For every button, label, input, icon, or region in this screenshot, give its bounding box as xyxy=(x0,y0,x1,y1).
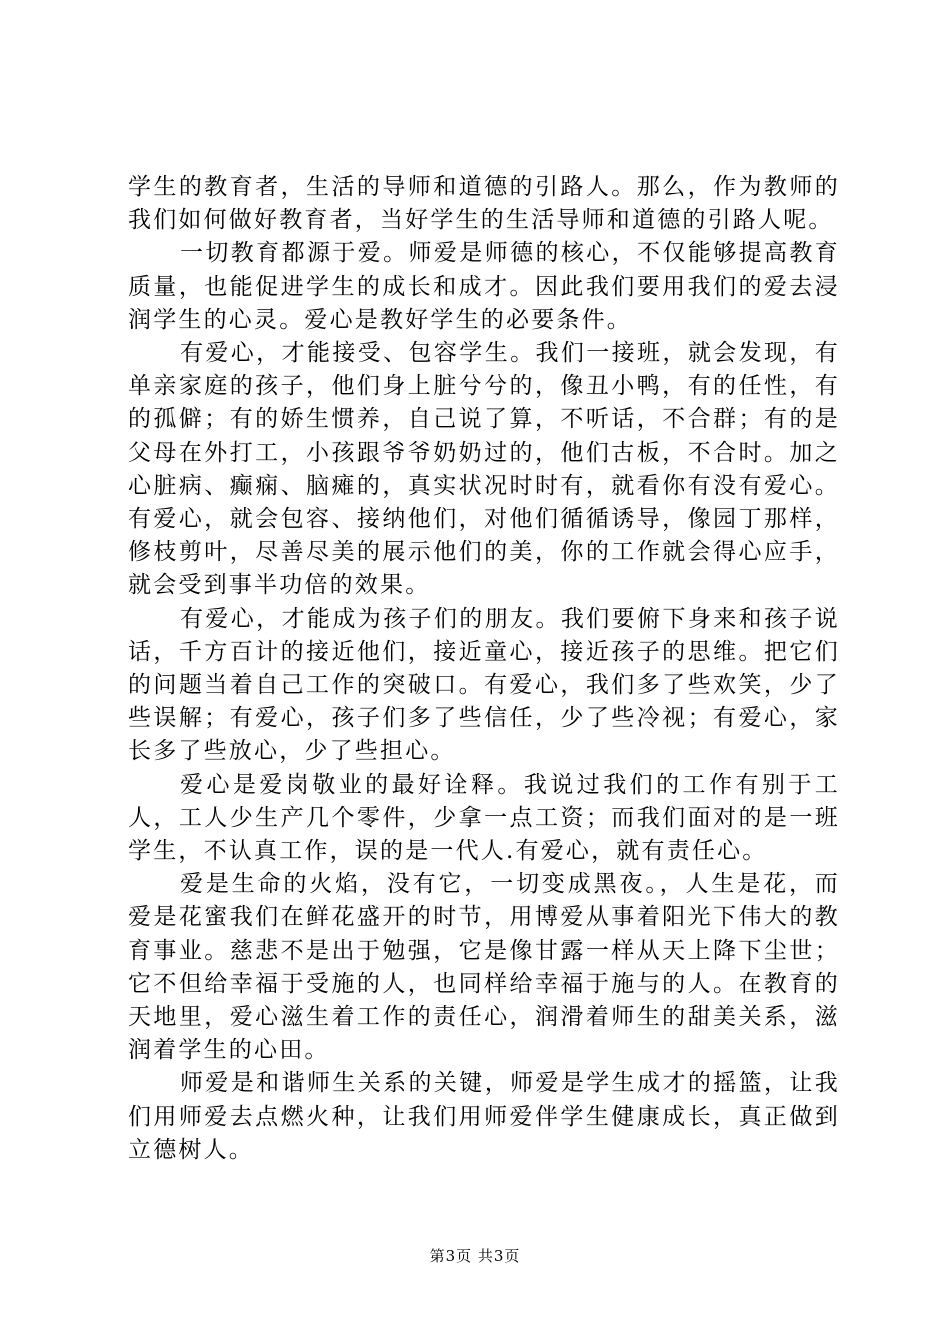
page-number-label: 第3页 共3页 xyxy=(429,1247,521,1265)
paragraph-love-origin: 一切教育都源于爱。师爱是师德的核心，不仅能够提高教育质量，也能促进学生的成长和成才。因此我们要用我们的爱去浸润学生的心灵。爱心是教好学生的必要条件。 xyxy=(128,240,840,333)
paragraph-conclusion: 师爱是和谐师生关系的关键，师爱是学生成才的摇篮，让我们用师爱去点燃火种，让我们用师爱伴学生健康成长，真正做到立德树人。 xyxy=(128,1070,840,1163)
paragraph-accept-students: 有爱心，才能接受、包容学生。我们一接班，就会发现，有单亲家庭的孩子，他们身上脏兮兮的，像丑小鸭，有的任性，有的孤僻；有的娇生惯养，自己说了算，不听话，不合群；有的是父母在外打工，小孩跟爷爷奶奶过的，他们古板，不合时。加之心脏病、癫痫、脑瘫的，真实状况时时有，就看你有没有爱心。有爱心，就会包容、接纳他们，对他们循循诱导，像园丁那样，修枝剪叶，尽善尽美的展示他们的美，你的工作就会得心应手，就会受到事半功倍的效果。 xyxy=(128,340,840,599)
document-body xyxy=(128,171,840,1167)
paragraph-become-friends: 有爱心，才能成为孩子们的朋友。我们要俯下身来和孩子说话，千方百计的接近他们，接近童心，接近孩子的思维。把它们的问题当着自己工作的突破口。有爱心，我们多了些欢笑，少了些误解；有爱心，孩子们多了些信任，少了些冷视；有爱心，家长多了些放心，少了些担心。 xyxy=(128,605,840,765)
page-footer xyxy=(0,1246,950,1266)
paragraph-dedication: 爱心是爱岗敬业的最好诠释。我说过我们的工作有别于工人，工人少生产几个零件，少拿一点工资；而我们面对的是一班学生，不认真工作，误的是一代人.有爱心，就有责任心。 xyxy=(128,771,840,865)
paragraph-flame-of-life: 爱是生命的火焰，没有它，一切变成黑夜。，人生是花，而爱是花蜜我们在鲜花盛开的时节，用博爱从事着阳光下伟大的教育事业。慈悲不是出于勉强，它是像甘露一样从天上降下尘世；它不但给幸福于受施的人，也同样给幸福于施与的人。在教育的天地里，爱心滋生着工作的责任心，润滑着师生的甜美关系，滋润着学生的心田。 xyxy=(128,871,840,1064)
paragraph-continuation: 学生的教育者，生活的导师和道德的引路人。那么，作为教师的我们如何做好教育者，当好学生的生活导师和道德的引路人呢。 xyxy=(128,174,840,234)
